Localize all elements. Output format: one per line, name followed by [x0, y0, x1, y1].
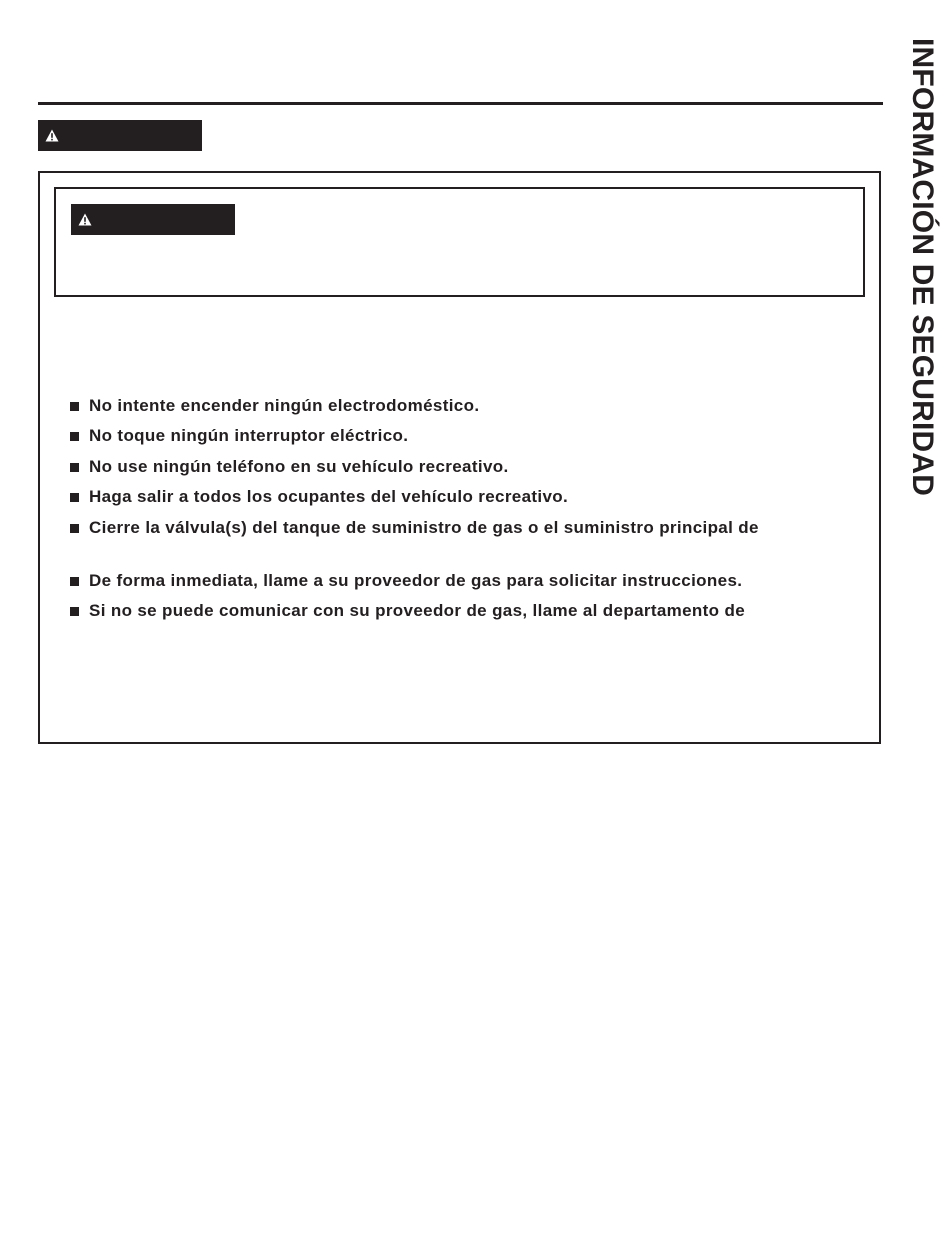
warning-triangle-icon	[45, 129, 59, 142]
list-item	[70, 485, 568, 509]
list-item-text: No intente encender ningún electrodoméstico.	[89, 396, 480, 415]
list-item	[70, 516, 759, 540]
square-bullet-icon	[70, 577, 79, 586]
square-bullet-icon	[70, 524, 79, 533]
list-item	[70, 455, 509, 479]
square-bullet-icon	[70, 493, 79, 502]
warning-triangle-icon	[78, 213, 92, 226]
list-item-text: No toque ningún interruptor eléctrico.	[89, 426, 409, 445]
list-item-text: No use ningún teléfono en su vehículo recreativo.	[89, 457, 509, 476]
list-item-text: De forma inmediata, llame a su proveedor de gas para solicitar instrucciones.	[89, 571, 743, 590]
list-item-text: Haga salir a todos los ocupantes del vehículo recreativo.	[89, 487, 569, 506]
list-item-text: Cierre la válvula(s) del tanque de suministro de gas o el suministro principal de	[89, 518, 759, 537]
square-bullet-icon	[70, 402, 79, 411]
list-item-text: Si no se puede comunicar con su proveedor de gas, llame al departamento de	[89, 601, 746, 620]
square-bullet-icon	[70, 607, 79, 616]
list-item	[70, 569, 742, 593]
side-section-title: INFORMACIÓN DE SEGURIDAD	[906, 38, 939, 497]
square-bullet-icon	[70, 463, 79, 472]
warning-label-bar	[38, 120, 202, 151]
square-bullet-icon	[70, 432, 79, 441]
list-item	[70, 424, 408, 448]
top-divider	[38, 102, 883, 105]
list-item	[70, 599, 745, 623]
inner-warning-label-bar	[71, 204, 235, 235]
list-item	[70, 394, 479, 418]
